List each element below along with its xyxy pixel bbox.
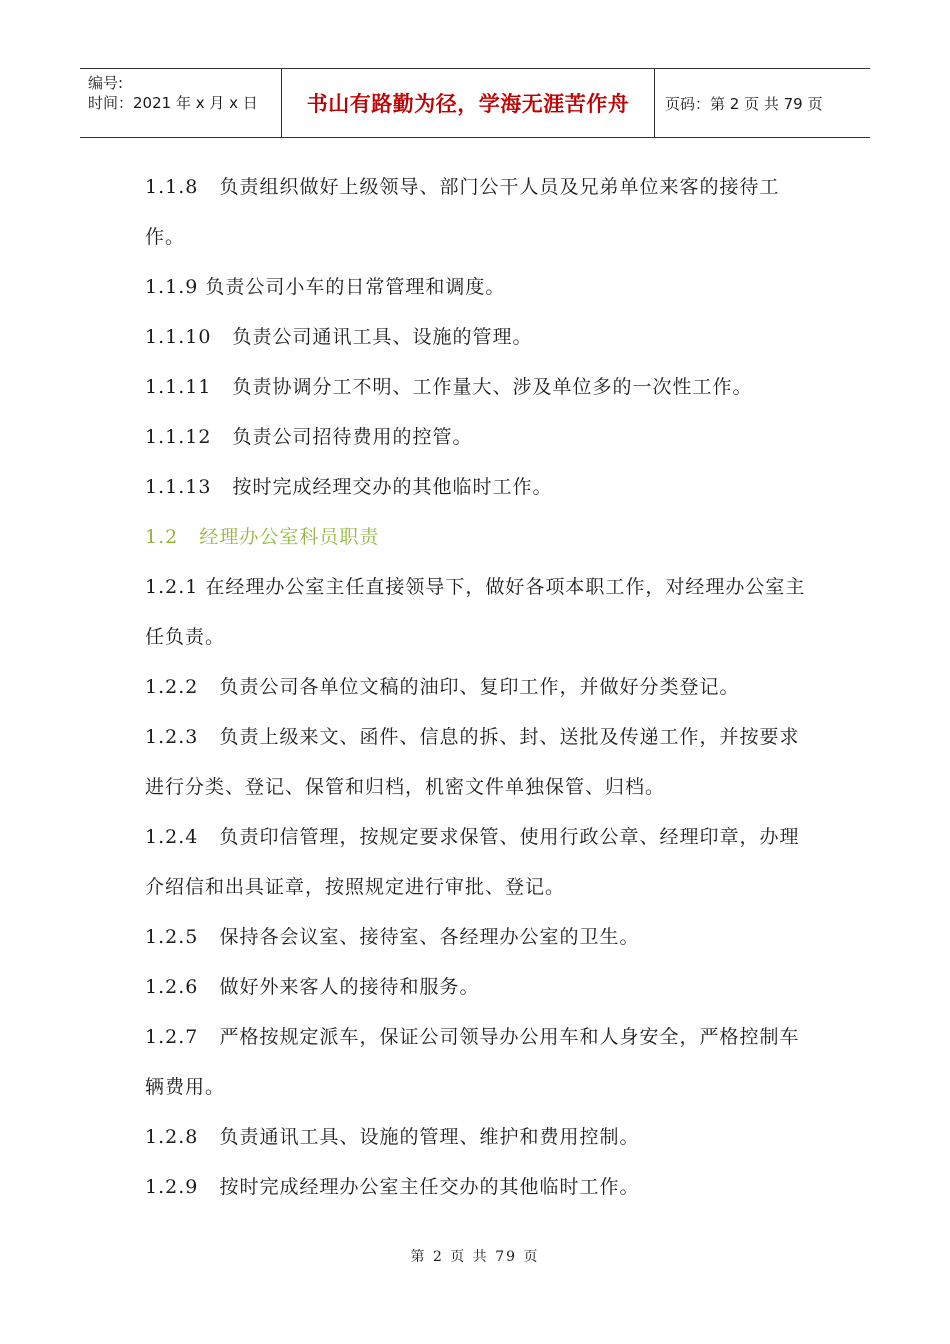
paragraph: 1.2.2 负责公司各单位文稿的油印、复印工作，并做好分类登记。 [145,676,740,698]
header-motto: 书山有路勤为径，学海无涯苦作舟 [282,69,655,137]
paragraph: 1.2.8 负责通讯工具、设施的管理、维护和费用控制。 [145,1126,640,1148]
paragraph: 1.2.3 负责上级来文、函件、信息的拆、封、送批及传递工作，并按要求进行分类、登记、保管和归档，机密文件单独保管、归档。 [145,726,800,798]
document-body [145,162,810,1212]
paragraph: 1.1.10 负责公司通讯工具、设施的管理。 [145,326,533,348]
paragraph: 1.2.9 按时完成经理办公室主任交办的其他临时工作。 [145,1176,640,1198]
paragraph: 1.2.5 保持各会议室、接待室、各经理办公室的卫生。 [145,926,640,948]
page-footer: 第 2 页 共 79 页 [410,1249,540,1265]
paragraph: 1.1.12 负责公司招待费用的控管。 [145,426,473,448]
page-header [80,68,870,138]
header-meta [80,69,282,137]
paragraph: 1.1.11 负责协调分工不明、工作量大、涉及单位多的一次性工作。 [145,376,753,398]
doc-time-label: 时间：2021 年 x 月 x 日 [88,94,258,112]
paragraph: 1.2.6 做好外来客人的接待和服务。 [145,976,480,998]
paragraph: 1.2.1 在经理办公室主任直接领导下，做好各项本职工作，对经理办公室主任负责。 [145,576,806,648]
paragraph: 1.2.4 负责印信管理，按规定要求保管、使用行政公章、经理印章，办理介绍信和出具证章，按照规定进行审批、登记。 [145,826,800,898]
paragraph: 1.1.13 按时完成经理交办的其他临时工作。 [145,476,553,498]
section-heading: 1.2 经理办公室科员职责 [145,526,380,548]
paragraph: 1.1.9 负责公司小车的日常管理和调度。 [145,276,506,298]
header-page-info: 页码：第 2 页 共 79 页 [665,94,823,113]
doc-number-label: 编号: [88,74,124,92]
paragraph: 1.1.8 负责组织做好上级领导、部门公干人员及兄弟单位来客的接待工作。 [145,176,780,248]
paragraph: 1.2.7 严格按规定派车，保证公司领导办公用车和人身安全，严格控制车辆费用。 [145,1026,800,1098]
